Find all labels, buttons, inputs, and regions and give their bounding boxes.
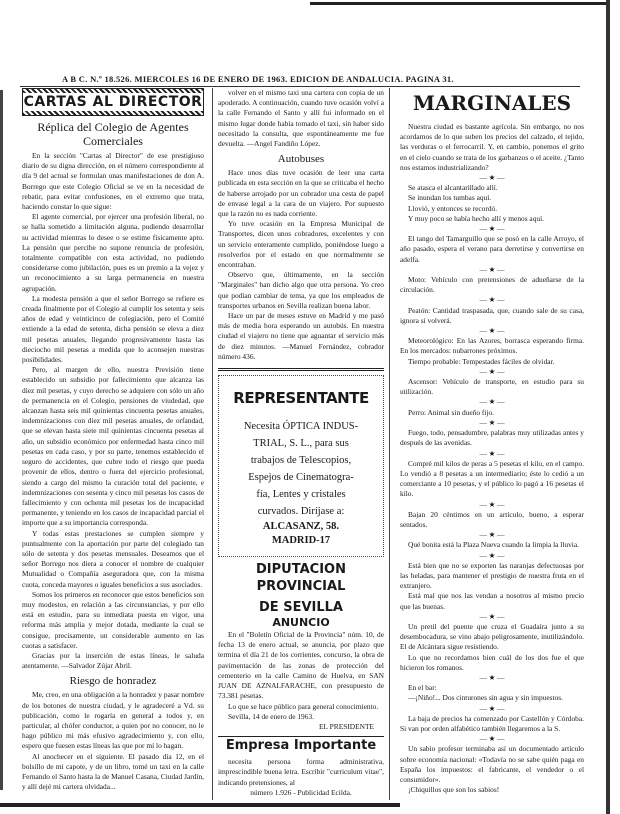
letter-body (22, 151, 204, 671)
paragraph: Al anochecer en el siguiente. El pasado día 12, en el bolsillo de mi capote, y de un libro, tomé un taxi en la calle Fernando el Santo hasta la de Manuel Casana, Ciudad Jardín, y allí dejé mi cartera olvidada... (22, 751, 204, 792)
ad-address: ALCASANZ, 58. (262, 521, 340, 533)
marginal-item: Y muy poco se había hecho allí y menos aquí. (408, 213, 545, 223)
marginal-item: Un sabio profesor terminaba así un documentado artículo sobre economía nacional: «Todavía no se sabe quién paga en España los impuestos: el fabricante, el vendedor o el consumidor». (400, 744, 584, 784)
marginal-item: Moto: Vehículo con pretensiones de adueñarse de la circulación. (400, 275, 584, 295)
notice-date: Sevilla, 14 de enero de 1963. (228, 711, 314, 721)
marginal-item: Fuego, todo, pensadumbre, palabras muy utilizadas antes y después de las avenidas. (400, 428, 584, 448)
star-separator: — ★ — (479, 397, 505, 407)
ad-footer: número 1.926 - Publicidad Ecilda. (250, 787, 352, 797)
marginal-item: En el bar: (408, 683, 437, 693)
page-header: A B C. N.º 18.526. MIERCOLES 16 DE ENERO DE 1963. EDICION DE ANDALUCIA. PAGINA 31. (62, 74, 454, 84)
star-separator: — ★ — (479, 326, 505, 336)
paragraph: Observo que, últimamente, en la sección "Marginales" han dicho algo que otra persona. Yo creo que podían cambiar de tema, ya que los empleados de transportes urbanos en Sevilla realizan buena labor. (218, 270, 384, 310)
marginal-item: Un pretil del puente que cruza el Guadaíra junto a su desembocadura, se vino abajo peligrosamente, inutilizándolo. El de Alcántara sigue resistiendo. (400, 621, 584, 652)
right-column (396, 88, 584, 800)
star-separator: — ★ — (479, 703, 505, 713)
paragraph: Somos los primeros en reconocer que estos beneficios son muy modestos, en relación a las circunstancias, y por ello está en estudio, para su inmediata puesta en vigor, una reforma más amplia y mejor dotada, mediante la cual se consigue, precisamente, un considerable aumento en las cuotas a satisfacer. (22, 589, 204, 650)
marginal-item: Perro: Animal sin dueño fijo. (408, 407, 495, 417)
star-separator: — ★ — (479, 366, 505, 376)
star-separator: — ★ — (479, 611, 505, 621)
notice-title: DIPUTACION PROVINCIAL (256, 562, 346, 595)
marginal-item: Qué bonita está la Plaza Nueva cuando la limpia la lluvia. (408, 540, 579, 550)
paragraph: Lo que se hace público para general conocimiento. (228, 701, 379, 711)
ad-line: Espejos de Cinematogra- (248, 472, 354, 484)
paragraph: Hace un par de meses estuve en Madrid y me pasó más de media hora esperando un autobús. En nuestra ciudad el viajero no tiene que aguantar el servicio más de diez minutos. —Manuel Fernández, cobrador número 436. (218, 311, 384, 361)
header-rule (20, 86, 580, 87)
star-separator: — ★ — (479, 530, 505, 540)
star-separator: — ★ — (479, 672, 505, 682)
page-edge-left (0, 90, 3, 790)
paragraph: En la sección "Cartas al Director" de ese prestigioso diario de su digna dirección, en el número correspondiente al día 9 del actual se formulan unas manifestaciones de don A. Borrego que este Colegio Oficial se ve en la necesidad de rebatir, para evitar confusiones, en el extremo que trata, haciendo constar lo que sigue: (22, 151, 204, 212)
paragraph: Gracias por la inserción de estas líneas, le saluda atentamente. —Salvador Zújar Abril. (22, 650, 204, 671)
star-separator: — ★ — (479, 448, 505, 458)
marginales-list (400, 122, 584, 795)
star-separator: — ★ — (479, 417, 505, 427)
notice-signer: EL PRESIDENTE (319, 721, 374, 731)
marginal-item: Compré mil kilos de peras a 5 pesetas el kilo, en el campo. Lo vendió a 8 pesetas a un intermediario; éste lo cedió a un comerciante a 10 pesetas, y el público lo pagó a 16 pesetas el kilo. (400, 458, 584, 499)
divider (218, 368, 384, 371)
marginal-item: Peatón: Cantidad traspasada, que, cuando sale de su casa, ignora si volverá. (400, 305, 584, 325)
ad-line: TRIAL, S. L., para sus (253, 438, 349, 450)
star-separator: — ★ — (479, 173, 505, 183)
star-separator: — ★ — (479, 734, 505, 744)
bottom-rule (0, 803, 400, 807)
paragraph: El agente comercial, por ejercer una profesión liberal, no se halla sometido a limitación alguna, pudiendo desarrollar su actividad mientras lo desee o se estime físicamente apto. La pensión que percibe no supone renuncia de profesión, totalmente compatible con esta actividad, no pudiendo considerarse como jubilación, pues es un premio a la vejez y un reconocimiento a su larga permanencia en nuestra agrupación. (22, 212, 204, 293)
marginal-item: Está mal que nos las vendan a nosotros al mismo precio que las buenas. (400, 591, 584, 611)
section-title: CARTAS AL DIRECTOR (22, 93, 204, 111)
advertisement-representante (218, 375, 384, 557)
top-rule (310, 2, 610, 5)
ad-line: fía, Lentes y cristales (256, 489, 346, 501)
marginal-item: Ascensor: Vehículo de transporte, en estudio para su utilización. (400, 377, 584, 397)
letter-title: Riesgo de honradez (69, 675, 157, 688)
paragraph: Pero, al margen de ello, nuestra Previsión tiene establecido un subsidio por fallecimiento que alcanza las diez mil pesetas, y cuyo derecho se adquiere con sólo un año de permanencia en el Colegio, pensiones de viudedad, que alcanzan hasta seis mil quinientas cincuenta pesetas anuales, indemnizaciones con diez mil pesetas anuales, de orfandad, que se elevan hasta siete mil quinientas cincuenta pesetas al año, un subsidio económico por enfermedad hasta cinco mil pesetas en cada caso, y por su parte, tenemos establecido el seguro de accidentes, que cubre todo el riesgo que pueda provenir de ellos, dentro o fuera del ejercicio profesional, siendo a cargo del mismo la curación total del paciente, e indemnizaciones con sesenta y cinco mil pesetas los casos de fallecimiento y con ochenta mil pesetas los de incapacidad permanente, y teniendo en los casos de incapacidad parcial el importe que a su importancia corresponda. (22, 365, 204, 528)
marginal-item: —¡Niño!... Dos cinturones sin agua y sin impuestos. (408, 693, 563, 703)
letter-title: Autobuses (277, 153, 325, 166)
marginal-item: Bajan 20 céntimos en un artículo, bueno, a esperar sentados. (400, 509, 584, 529)
marginal-item: ¡Chiquillos que son los sabios! (408, 785, 500, 795)
paragraph: necesita persona forma administrativa, imprescindible buena letra. Escribir "curriculum vitae", indicando pretensiones, al (218, 757, 384, 787)
notice-title: DE SEVILLA (259, 600, 343, 616)
section-banner (22, 88, 204, 116)
marginal-item: Tiempo probable: Tempestades fáciles de olvidar. (408, 356, 555, 366)
marginal-item: Llovió, y entonces se recordó. (408, 203, 498, 213)
paragraph: En el "Boletín Oficial de la Provincia" núm. 10, de fecha 13 de enero actual, se anuncia, por plazo que termina el día 21 de los corrientes, concurso, la obra de pavimentación de las zonas de protección del cementerio en la calle Camino de Huelva, en SAN JUAN DE AZNALFARACHE, con presupuesto de 73.381 pesetas. (218, 630, 384, 701)
left-column (22, 88, 204, 800)
ad-line: Necesita ÓPTICA INDUS- (243, 421, 359, 433)
middle-column (212, 88, 390, 800)
marginal-item: Lo que no recordamos bien cuál de los dos fue el que hicieron los romanos. (400, 652, 584, 672)
notice-subtitle: ANUNCIO (272, 616, 330, 630)
star-separator: — ★ — (479, 295, 505, 305)
paragraph: Me, creo, en una obligación a la honradez y pasar nombre de los botones de nuestra ciudad, y le agradeceré a Vd. su publicación, como le rogaría en general a todos y, en particular, al chófer conductor, a quien por no conocer, no le hago público mi más efusivo agradecimiento y, con ello, espero que fuesen estas líneas las que por mí lo hagan. (22, 690, 204, 751)
ad-line: curvados. Diríjase a: (257, 506, 345, 518)
ad-title: Empresa Importante (218, 736, 384, 755)
paragraph: Yo tuve ocasión en la Empresa Municipal de Transportes, dicen unos cobradores, excelentes y con un servicio enteramente cumplido, poniéndose luego a resolverlos por el estado en que normalmente se encontraban. (218, 219, 384, 270)
marginal-item: Se atasca el alcantarillado allí. (408, 183, 498, 193)
paragraph: volver en el mismo taxi una cartera con copia de un apoderado. A continuación, cuando tuve ocasión volví a la calle Fernando el Santo y allí fui informado en el mismo lugar donde había tomado el taxi, sin haber sido necesitado la consulta, que espontáneamente me fue devuelta. —Angel Fandiño López. (218, 88, 384, 149)
marginal-item: Está bien que no se exporten las naranjas defectuosas por las heladas, para mantener el prestigio de nuestra fruta en el extranjero. (400, 560, 584, 591)
section-title: MARGINALES (412, 91, 572, 115)
star-separator: — ★ — (479, 499, 505, 509)
page-edge (606, 0, 610, 814)
marginal-item: Nuestra ciudad es bastante agrícola. Sin embargo, no nos acordamos de lo que suben los precios del calzado, el tejido, las verduras o el ferrocarril. Y, en cambio, ponemos el grito en el cielo cuando se trata de los garbanzos o el aceite. ¿Tanto nos estamos industrializando? (400, 122, 584, 172)
star-separator: — ★ — (479, 224, 505, 234)
marginal-item: El tango del Tamarguillo que se posó en la calle Arroyo, el año pasado, espera el verano para derretirse y convertirse en adelfa. (400, 234, 584, 264)
letter-title: Réplica del Colegio de Agentes Comerciales (37, 120, 189, 148)
paragraph: Hace unos días tuve ocasión de leer una carta publicada en esta sección en la que se criticaba el hecho de haberse arrojado por un cobrador una cesta de papel de envase legal a la cara de un viajero. Por supuesto que la razón no es nada corriente. (218, 168, 384, 219)
marginal-item: Se inundan los tumbas aquí. (408, 193, 492, 203)
star-separator: — ★ — (479, 550, 505, 560)
paragraph: Y todas estas prestaciones se cumplen siempre y puntualmente con la aportación por parte del colegiado tan sólo de setenta y dos pesetas mensuales. Deseamos que el señor Borrego nos diera a conocer el nombre de cualquier Mutualidad o Compañía aseguradora que, con la misma cuota, conceda mayores o iguales beneficios a sus asociados. (22, 528, 204, 589)
marginal-item: La baja de precios ha comenzado por Castellón y Córdoba. Si van por orden alfabético también llegaremos a la S. (400, 713, 584, 733)
ad-line: trabajos de Telescopios, (250, 455, 352, 467)
ad-title: REPRESENTANTE (233, 389, 369, 408)
marginal-item: Meteorológico: En las Azores, borrasca esperando firma. En los mercados: nubarrones próximos. (400, 336, 584, 356)
star-separator: — ★ — (479, 264, 505, 274)
ad-city: MADRID-17 (271, 535, 331, 547)
paragraph: La modesta pensión a que el señor Borrego se refiere es creada finalmente por el Colegio al cumplir los setenta y seis años de edad y veinticinco de colegiación, pero el Comité extiende a la edad de setenta, dicha pensión se eleva a diez mil pesetas anuales, llegando progresivamente hasta las dieciocho mil pesetas a medida que lo aconsejen nuestras posibilidades. (22, 293, 204, 365)
